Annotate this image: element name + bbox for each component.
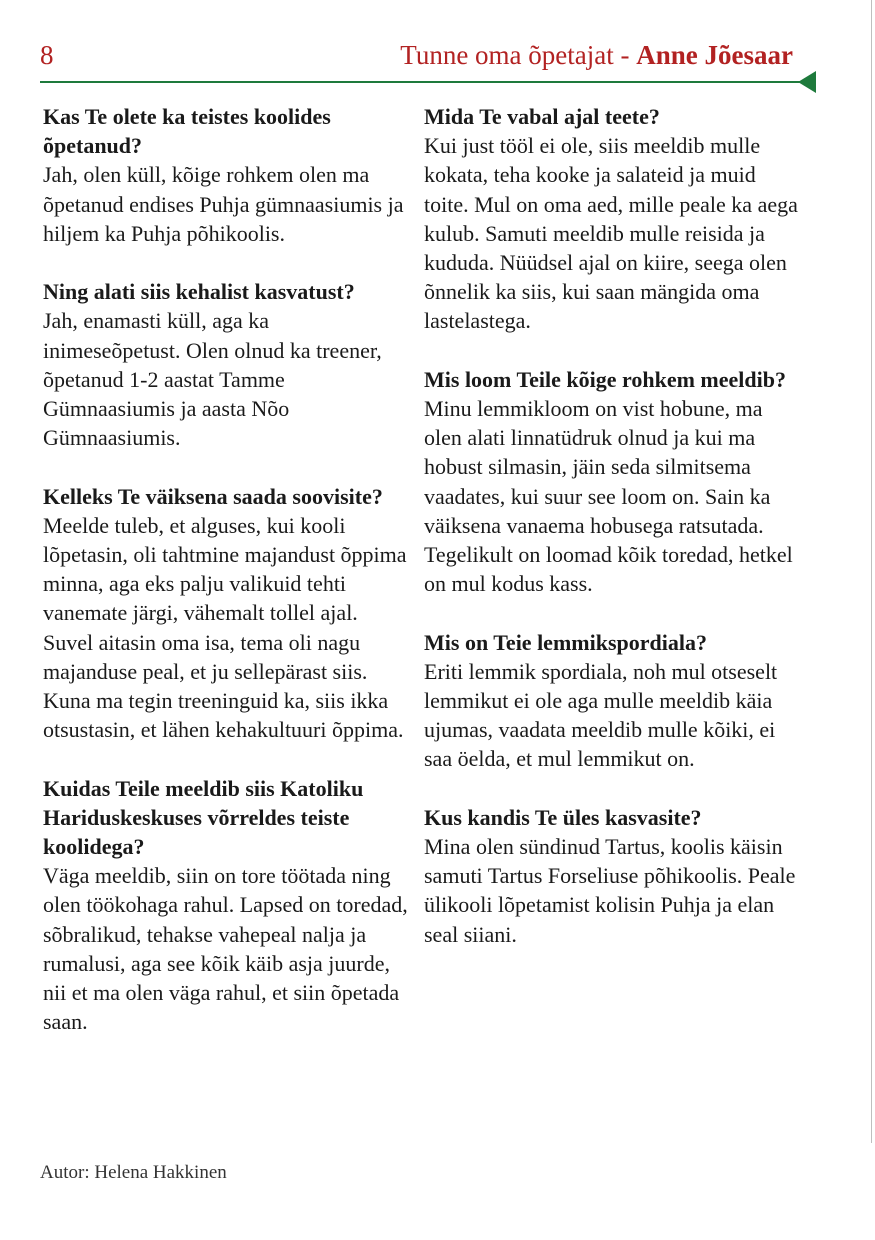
right-column (424, 102, 799, 978)
question: Kus kandis Te üles kasvasite? (424, 804, 702, 830)
answer: Jah, olen küll, kõige rohkem olen ma õpetanud endises Puhja gümnaasiumis ja hiljem ka Puhja põhikoolis. (43, 162, 404, 246)
header-title (400, 42, 793, 69)
header-title-prefix: Tunne oma õpetajat - (400, 40, 637, 70)
answer: Meelde tuleb, et alguses, kui kooli lõpetasin, oli tahtmine majandust õppima minna, aga eks palju valikuid tehti vanemate järgi, vähemalt tollel ajal. Suvel aitasin oma isa, tema oli nagu majanduse peal, et ju sellepärast siis. Kuna ma tegin treeninguid ka, siis ikka otsustasin, et lähen kehakultuuri õppima. (43, 512, 407, 743)
answer: Väga meeldib, siin on tore töötada ning olen töökohaga rahul. Lapsed on toredad, sõbralikud, tehakse vahepeal nalja ja rumalusi, aga see kõik käib asja juurde, nii et ma olen väga rahul, et siin õpetada saan. (43, 863, 408, 1035)
answer: Eriti lemmik spordiala, noh mul otseselt lemmikut ei ole aga mulle meeldib käia ujumas, vaadata meeldib mulle kõiki, ei saa öelda, et mul lemmikut on. (424, 658, 778, 772)
qa-block (43, 774, 411, 1037)
question: Kuidas Teile meeldib siis Katoliku Hariduskeskuses võrreldes teiste koolidega? (43, 775, 364, 860)
header-title-name: Anne Jõesaar (636, 40, 793, 70)
question: Mis loom Teile kõige rohkem meeldib? (424, 366, 786, 392)
left-column (43, 102, 411, 1066)
answer: Jah, enamasti küll, aga ka inimeseõpetust. Olen olnud ka treener, õpetanud 1-2 aastat Tamme Gümnaasiumis ja aasta Nõo Gümnaasiumis. (43, 308, 382, 451)
qa-block (424, 628, 799, 774)
qa-block (43, 277, 411, 452)
qa-block (43, 102, 411, 248)
question: Kas Te olete ka teistes koolides õpetanud? (43, 104, 331, 159)
qa-block (424, 102, 799, 336)
page-edge-divider (871, 0, 872, 1143)
page-number: 8 (40, 40, 54, 70)
question: Kelleks Te väiksena saada soovisite? (43, 483, 383, 509)
qa-block (424, 803, 799, 949)
answer: Kui just tööl ei ole, siis meeldib mulle kokata, teha kooke ja salateid ja muid toite. Mul on oma aed, mille peale ka aega kulub. Samuti meeldib mulle reisida ja kududa. Nüüdsel ajal on kiire, seega olen õnnelik ka siis, kui saan mängida oma lastelastega. (424, 133, 798, 334)
qa-block (424, 365, 799, 599)
answer: Minu lemmikloom on vist hobune, ma olen alati linnatüdruk olnud ja kui ma hobust silmasin, jäin seda silmitsema vaadates, kui suur see loom on. Sain ka väiksena vanaema hobusega ratsutada. Tegelikult on loomad kõik toredad, hetkel on mul kodus kass. (424, 396, 793, 597)
question: Mis on Teie lemmikspordiala? (424, 629, 707, 655)
header-rule (40, 81, 802, 83)
answer: Mina olen sündinud Tartus, koolis käisin samuti Tartus Forseliuse põhikoolis. Peale ülikooli lõpetamist kolisin Puhja ja elan seal siiani. (424, 834, 796, 947)
author-credit: Autor: Helena Hakkinen (40, 1162, 227, 1183)
qa-block (43, 482, 411, 745)
question: Ning alati siis kehalist kasvatust? (43, 279, 355, 305)
question: Mida Te vabal ajal teete? (424, 104, 660, 129)
arrow-left-icon (798, 71, 816, 93)
